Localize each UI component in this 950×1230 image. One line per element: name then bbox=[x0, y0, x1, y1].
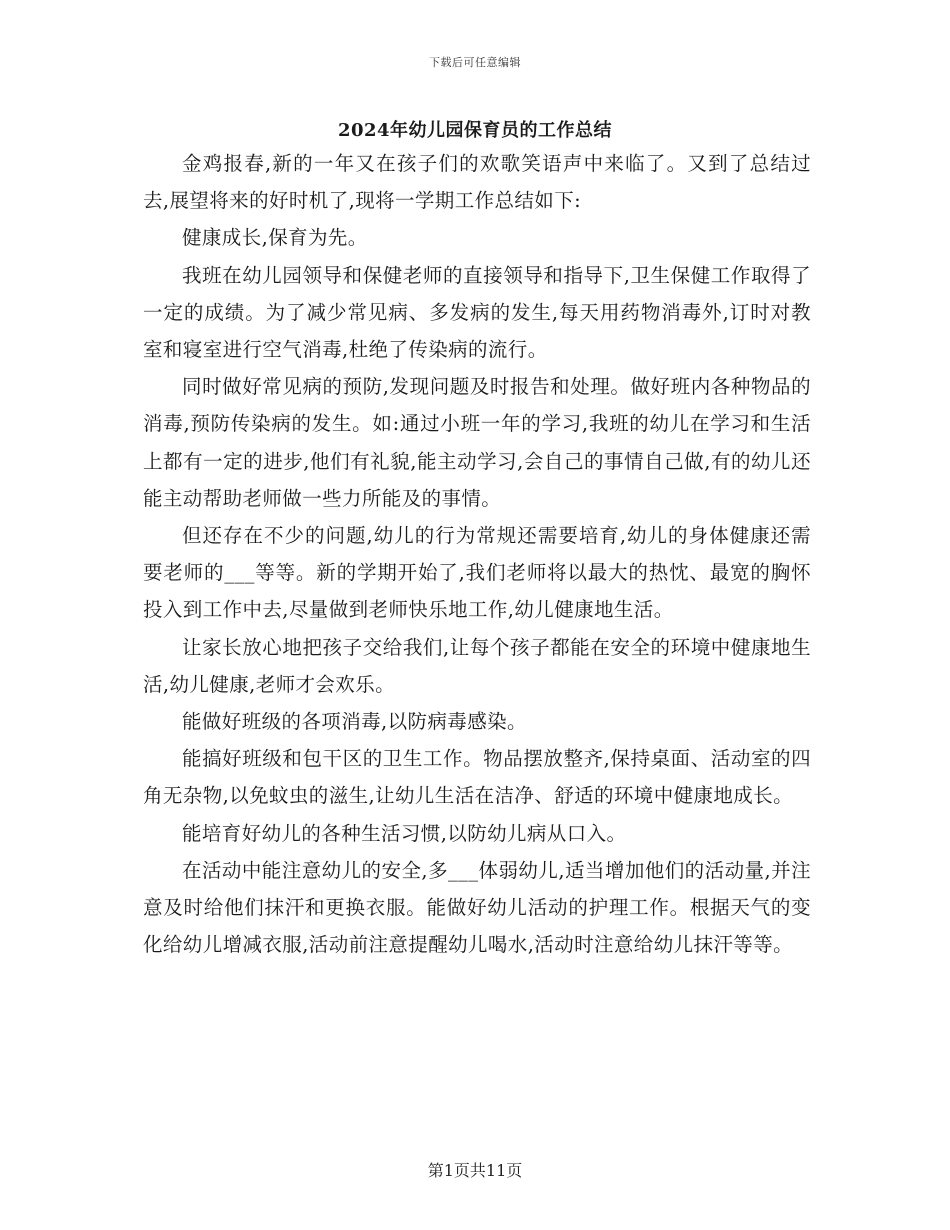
paragraph: 同时做好常见病的预防,发现问题及时报告和处理。做好班内各种物品的消毒,预防传染病的发生。如:通过小班一年的学习,我班的幼儿在学习和生活上都有一定的进步,他们有礼貌,能主动学习,会自己的事情自己做,有的幼儿还能主动帮助老师做一些力所能及的事情。 bbox=[143, 375, 811, 510]
paragraph: 但还存在不少的问题,幼儿的行为常规还需要培育,幼儿的身体健康还需要老师的___等等。新的学期开始了,我们老师将以最大的热忱、最宽的胸怀投入到工作中去,尽量做到老师快乐地工作,幼儿健康地生活。 bbox=[143, 524, 811, 622]
paragraph: 能培育好幼儿的各种生活习惯,以防幼儿病从口入。 bbox=[182, 821, 627, 845]
document-title: 2024年幼儿园保育员的工作总结 bbox=[337, 120, 613, 141]
document-body bbox=[143, 145, 811, 963]
paragraph: 能搞好班级和包干区的卫生工作。物品摆放整齐,保持桌面、活动室的四角无杂物,以免蚊虫的滋生,让幼儿生活在洁净、舒适的环境中健康地成长。 bbox=[143, 747, 811, 808]
paragraph: 在活动中能注意幼儿的安全,多___体弱幼儿,适当增加他们的活动量,并注意及时给他们抹汗和更换衣服。能做好幼儿活动的护理工作。根据天气的变化给幼儿增减衣服,活动前注意提醒幼儿喝水,活动时注意给幼儿抹汗等等。 bbox=[143, 858, 811, 957]
paragraph: 健康成长,保育为先。 bbox=[182, 226, 368, 250]
page-indicator: 第1页共11页 bbox=[427, 1161, 523, 1180]
header-note: 下载后可任意编辑 bbox=[429, 56, 521, 69]
paragraph: 我班在幼儿园领导和保健老师的直接领导和指导下,卫生保健工作取得了一定的成绩。为了减少常见病、多发病的发生,每天用药物消毒外,订时对教室和寝室进行空气消毒,杜绝了传染病的流行。 bbox=[143, 263, 811, 362]
paragraph: 能做好班级的各项消毒,以防病毒感染。 bbox=[182, 710, 527, 734]
paragraph: 金鸡报春,新的一年又在孩子们的欢歌笑语声中来临了。又到了总结过去,展望将来的好时机了,现将一学期工作总结如下: bbox=[143, 152, 811, 213]
paragraph: 让家长放心地把孩子交给我们,让每个孩子都能在安全的环境中健康地生活,幼儿健康,老师才会欢乐。 bbox=[143, 635, 811, 696]
